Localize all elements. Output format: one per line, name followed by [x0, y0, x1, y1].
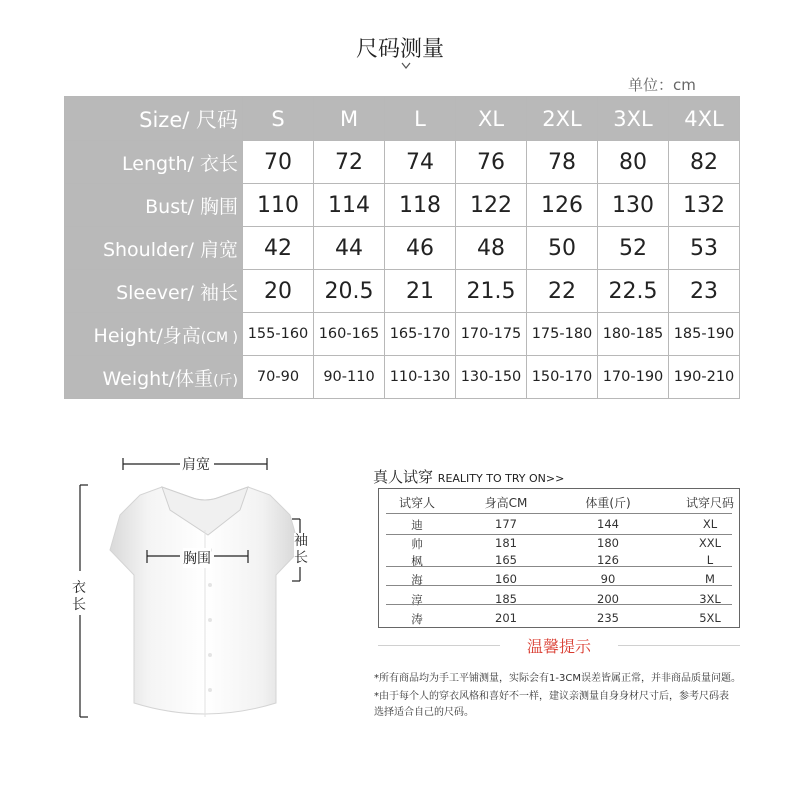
tryon-cell: 90	[600, 572, 616, 586]
tryon-cell: 淳	[411, 593, 423, 607]
size-value-cell: 90-110	[314, 356, 385, 399]
size-value-cell: 20.5	[314, 270, 385, 313]
size-row-label	[65, 270, 243, 313]
size-header-cell: S	[243, 97, 314, 141]
size-row	[65, 184, 740, 227]
size-row-label	[65, 184, 243, 227]
tryon-cell: 迪	[411, 518, 423, 532]
tryon-cell: 126	[597, 553, 619, 567]
sleeve-label: 袖长	[294, 533, 308, 566]
size-row-label	[65, 141, 243, 184]
row-label-text: Length/ 衣长	[122, 152, 238, 175]
size-value-cell: 22	[527, 270, 598, 313]
size-header-row	[65, 97, 740, 141]
tryon-row-divider	[386, 534, 732, 535]
tryon-row-divider	[386, 513, 732, 514]
tryon-header-cell: 试穿尺码	[685, 496, 735, 510]
tryon-header-cell: 身高CM	[484, 496, 528, 510]
note-3: 选择适合自己的尺码。	[374, 707, 474, 718]
size-header-cell: 2XL	[527, 97, 598, 141]
tryon-cell: 180	[597, 536, 619, 550]
size-value-cell: 80	[598, 141, 669, 184]
size-value-cell: 180-185	[598, 313, 669, 356]
unit-label: 单位：cm	[628, 76, 696, 94]
tryon-row-divider	[386, 585, 732, 586]
size-value-cell: 122	[456, 184, 527, 227]
size-value-cell: 170-190	[598, 356, 669, 399]
tryon-row-divider	[386, 566, 732, 567]
tryon-cell: XXL	[698, 536, 722, 550]
tryon-cell: 200	[597, 592, 619, 606]
tryon-cell: 海	[411, 573, 423, 587]
size-header-cell: 3XL	[598, 97, 669, 141]
tryon-row-divider	[386, 604, 732, 605]
tryon-cell: 185	[495, 592, 517, 606]
tryon-header-cell: 体重(斤)	[585, 496, 631, 510]
size-value-cell: 22.5	[598, 270, 669, 313]
tryon-cell: 181	[495, 536, 517, 550]
size-value-cell: 21.5	[456, 270, 527, 313]
size-value-cell: 50	[527, 227, 598, 270]
size-value-cell: 126	[527, 184, 598, 227]
size-row-label	[65, 313, 243, 356]
tryon-cell: 160	[495, 572, 517, 586]
size-row	[65, 270, 740, 313]
chevron-down-icon	[401, 62, 411, 70]
tryon-cell: 201	[495, 611, 517, 625]
tryon-title	[373, 466, 564, 487]
size-value-cell: 20	[243, 270, 314, 313]
row-label-text: Sleever/ 袖长	[116, 281, 238, 304]
size-header-cell: XL	[456, 97, 527, 141]
size-value-cell: 130-150	[456, 356, 527, 399]
tryon-cell: 235	[597, 611, 619, 625]
tryon-table	[378, 488, 740, 628]
size-value-cell: 175-180	[527, 313, 598, 356]
size-value-cell: 160-165	[314, 313, 385, 356]
tryon-cell: 144	[597, 517, 619, 531]
size-header-cell: L	[385, 97, 456, 141]
tryon-cell: L	[706, 553, 714, 567]
tryon-cell: XL	[702, 517, 718, 531]
shirt-diagram	[70, 455, 320, 730]
size-row-label	[65, 356, 243, 399]
size-value-cell: 110-130	[385, 356, 456, 399]
size-value-cell: 170-175	[456, 313, 527, 356]
length-label: 衣长	[72, 580, 86, 613]
size-header-cell: M	[314, 97, 385, 141]
size-value-cell: 53	[669, 227, 740, 270]
tryon-cell: 枫	[411, 554, 423, 568]
size-value-cell: 23	[669, 270, 740, 313]
size-value-cell: 185-190	[669, 313, 740, 356]
tryon-header-cell: 试穿人	[398, 496, 436, 510]
shoulder-label: 肩宽	[182, 454, 210, 474]
tryon-cell: 涛	[411, 612, 423, 626]
size-value-cell: 74	[385, 141, 456, 184]
size-value-cell: 52	[598, 227, 669, 270]
size-value-cell: 165-170	[385, 313, 456, 356]
tryon-cell: 帅	[411, 537, 423, 551]
size-value-cell: 70-90	[243, 356, 314, 399]
size-value-cell: 82	[669, 141, 740, 184]
size-value-cell: 46	[385, 227, 456, 270]
size-value-cell: 70	[243, 141, 314, 184]
size-value-cell: 114	[314, 184, 385, 227]
tryon-cell: 5XL	[699, 611, 721, 625]
tryon-title-cn: 真人试穿	[373, 468, 434, 486]
row-label-text: Bust/ 胸围	[145, 195, 238, 218]
size-value-cell: 190-210	[669, 356, 740, 399]
size-value-cell: 78	[527, 141, 598, 184]
tips-title: 温馨提示	[526, 637, 591, 656]
size-value-cell: 76	[456, 141, 527, 184]
size-row	[65, 313, 740, 356]
size-value-cell: 150-170	[527, 356, 598, 399]
size-row	[65, 227, 740, 270]
size-chart-table	[64, 96, 740, 399]
size-row	[65, 141, 740, 184]
row-label-unit: (斤)	[213, 372, 238, 389]
page-title: 尺码测量	[355, 37, 444, 62]
size-header-cell: 4XL	[669, 97, 740, 141]
tryon-cell: M	[705, 572, 715, 586]
tryon-title-en: REALITY TO TRY ON>>	[437, 472, 565, 485]
row-label-unit: (CM )	[200, 329, 238, 346]
size-header-label: Size/ 尺码	[65, 97, 243, 141]
bust-label: 胸围	[183, 548, 211, 568]
size-value-cell: 42	[243, 227, 314, 270]
row-label-text: Height/身高	[93, 324, 201, 347]
size-value-cell: 110	[243, 184, 314, 227]
size-row-label	[65, 227, 243, 270]
size-value-cell: 130	[598, 184, 669, 227]
tryon-cell: 165	[495, 553, 517, 567]
size-value-cell: 21	[385, 270, 456, 313]
size-value-cell: 155-160	[243, 313, 314, 356]
note-1: *所有商品均为手工平铺测量，实际会有1-3CM误差皆属正常，并非商品质量问题。	[374, 673, 741, 684]
size-value-cell: 48	[456, 227, 527, 270]
size-value-cell: 118	[385, 184, 456, 227]
size-row	[65, 356, 740, 399]
size-value-cell: 72	[314, 141, 385, 184]
row-label-text: Weight/体重	[102, 367, 214, 390]
tryon-cell: 3XL	[699, 592, 721, 606]
note-2: *由于每个人的穿衣风格和喜好不一样，建议亲测量自身身材尺寸后，参考尺码表	[374, 691, 729, 702]
size-value-cell: 132	[669, 184, 740, 227]
size-value-cell: 44	[314, 227, 385, 270]
row-label-text: Shoulder/ 肩宽	[102, 238, 238, 261]
tryon-cell: 177	[495, 517, 517, 531]
